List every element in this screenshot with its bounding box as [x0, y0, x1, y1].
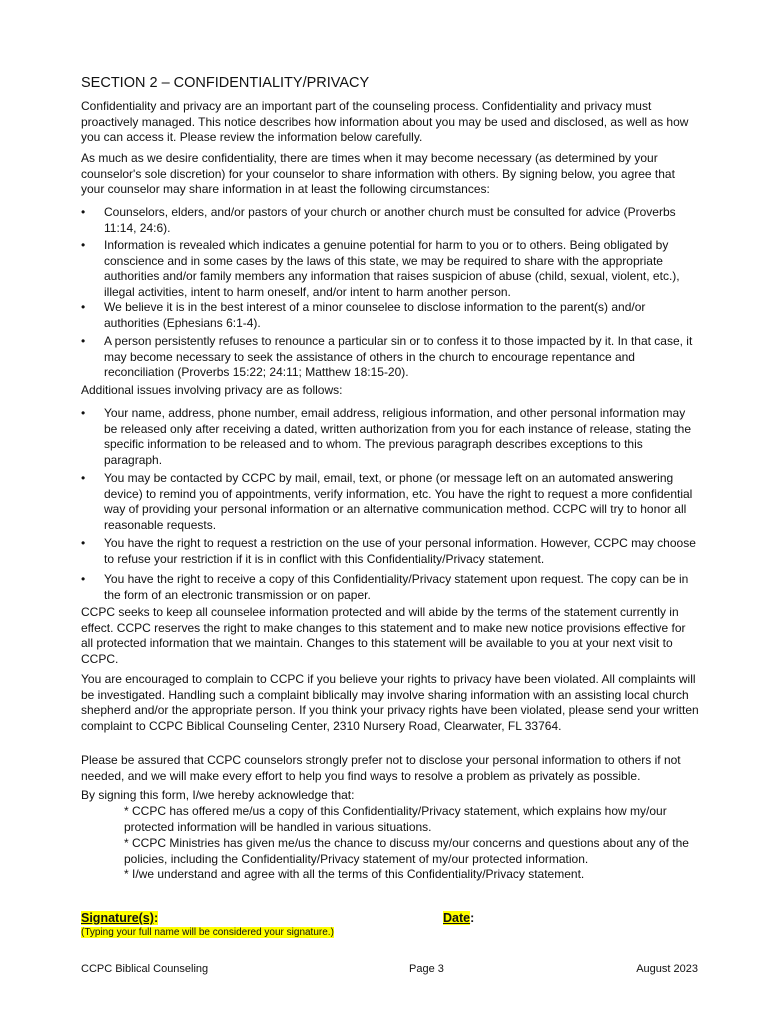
- bullet: •: [81, 238, 86, 252]
- circumstance-item: [81, 334, 699, 381]
- bullet: •: [81, 406, 86, 420]
- signature-label: Signature(s): [81, 911, 154, 925]
- complaint-paragraph: You are encouraged to complain to CCPC if you believe your rights to privacy have been violated. All complaints will be investigated. Handling such a complaint biblically may involve sharing information with an assisting local church shepherd and/or the appropriate person. If you think your privacy rights have been violated, please send your written complaint to CCPC Biblical Counseling Center, 2310 Nursery Road, Clearwater, FL 33764.: [81, 672, 699, 733]
- footer-page-number: Page 3: [409, 963, 444, 975]
- bullet: •: [81, 300, 86, 314]
- additional-item: [81, 406, 699, 468]
- additional-item: [81, 471, 699, 533]
- circumstance-item: [81, 205, 699, 236]
- footer-date: August 2023: [636, 963, 698, 975]
- circumstance-item: [81, 300, 699, 331]
- section-title: SECTION 2 – CONFIDENTIALITY/PRIVACY: [81, 75, 370, 91]
- protection-paragraph: CCPC seeks to keep all counselee information protected and will abide by the terms of the statement currently in effect. CCPC reserves the right to make changes to this statement and to make new notice provisions effective for all protected information that we maintain. Changes to this statement will be available to you at your next visit to CCPC.: [81, 605, 686, 666]
- additional-text: You may be contacted by CCPC by mail, email, text, or phone (or message left on an automated answering device) to remind you of appointments, verify information, etc. You have the right to request a more confidential way of providing your personal information or an alternative communication method. CCPC will try to honor all reasonable requests.: [104, 471, 693, 532]
- bullet: •: [81, 572, 86, 586]
- circumstance-text: Counselors, elders, and/or pastors of your church or another church must be consulted for advice (Proverbs 11:14, 24:6).: [104, 205, 676, 235]
- circumstance-text: We believe it is in the best interest of a minor counselee to disclose information to the parent(s) and/or authorities (Ephesians 6:1-4).: [104, 300, 646, 330]
- acknowledgement-item: * I/we understand and agree with all the terms of this Confidentiality/Privacy statement.: [124, 867, 585, 881]
- bullet: •: [81, 205, 86, 219]
- additional-heading: Additional issues involving privacy are as follows:: [81, 383, 343, 397]
- acknowledgement-item: * CCPC Ministries has given me/us the chance to discuss my/our concerns and questions about any of the policies, including the Confidentiality/Privacy statement of my/our protected information.: [124, 836, 689, 866]
- additional-text: You have the right to receive a copy of this Confidentiality/Privacy statement upon request. The copy can be in the form of an electronic transmission or on paper.: [104, 572, 689, 602]
- signature-colon: :: [153, 911, 159, 925]
- additional-text: Your name, address, phone number, email address, religious information, and other personal information may be released only after receiving a dated, written authorization from you for each instance of release, stating the specific information to be released and to whom. The previous paragraph describes exceptions to this paragraph.: [104, 406, 692, 467]
- footer-organization: CCPC Biblical Counseling: [81, 963, 209, 975]
- additional-text: You have the right to request a restriction on the use of your personal information. However, CCPC may choose to refuse your restriction if it is in conflict with this Confidentiality/Privacy statement.: [104, 536, 696, 566]
- circumstance-text: Information is revealed which indicates a genuine potential for harm to you or to others. Being obligated by conscience and in some cases by the laws of this state, we may be required to share with the appropriate authorities and/or family members any information that raises suspicion of abuse (child, sexual, violent, etc.), illegal activities, intent to harm oneself, and/or intent to harm another person.: [104, 238, 680, 299]
- intro-paragraph: Confidentiality and privacy are an important part of the counseling process. Confidentiality and privacy must proactively managed. This notice describes how information about you may be used and disclosed, as well as how you can access it. Please review the information below carefully.: [81, 99, 689, 145]
- date-colon: :: [470, 911, 475, 925]
- bullet: •: [81, 334, 86, 348]
- acknowledgement-item: * CCPC has offered me/us a copy of this Confidentiality/Privacy statement, which explains how my/our protected information will be handled in various situations.: [124, 804, 667, 834]
- acknowledge-intro: By signing this form, I/we hereby acknowledge that:: [81, 788, 355, 802]
- date-label: Date: [443, 911, 471, 925]
- additional-item: [81, 536, 699, 567]
- confidentiality-paragraph: As much as we desire confidentiality, there are times when it may become necessary (as determined by your counselor's sole discretion) for your counselor to share information with others. By signing below, you agree that your counselor may share information in at least the following circumstances:: [81, 151, 675, 197]
- signature-note: [81, 927, 334, 938]
- additional-item: [81, 572, 699, 603]
- circumstance-text: A person persistently refuses to renounce a particular sin or to confess it to those impacted by it. In that case, it may become necessary to seek the assistance of others in the church to encourage repentance and reconciliation (Proverbs 15:22; 24:11; Matthew 18:15-20).: [104, 334, 693, 380]
- assurance-paragraph: Please be assured that CCPC counselors strongly prefer not to disclose your personal information to others if not needed, and we will make every effort to help you find ways to resolve a problem as privately as possible.: [81, 753, 681, 783]
- signature-field[interactable]: [81, 911, 158, 925]
- date-field[interactable]: [443, 911, 474, 925]
- signature-note-text: (Typing your full name will be considered your signature.): [81, 927, 334, 938]
- circumstance-item: [81, 238, 699, 300]
- bullet: •: [81, 536, 86, 550]
- bullet: •: [81, 471, 86, 485]
